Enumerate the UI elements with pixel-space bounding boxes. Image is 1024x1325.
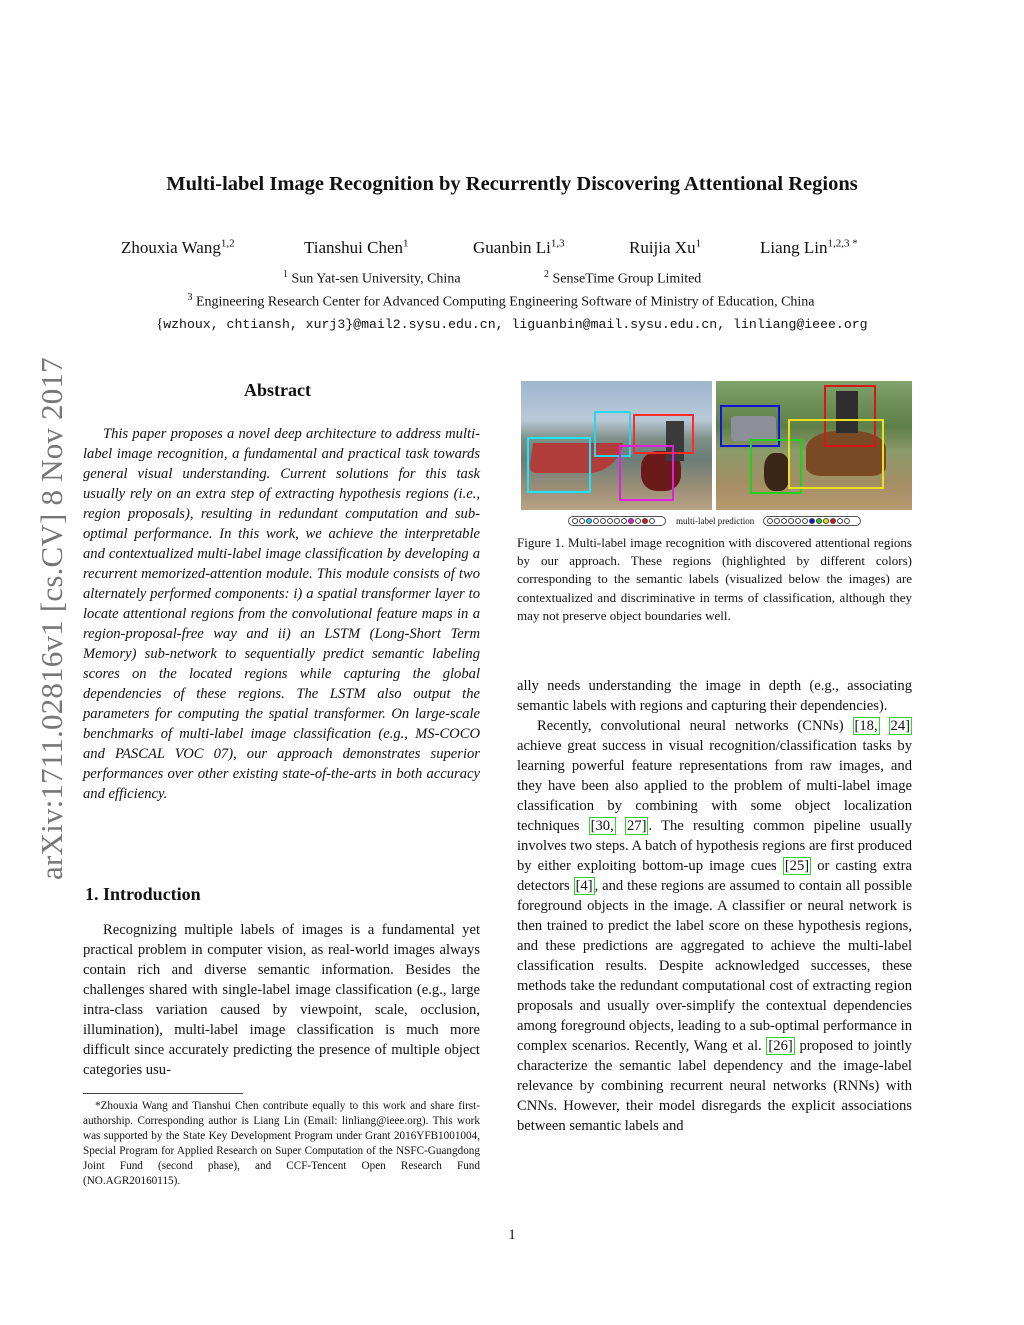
author-list bbox=[0, 238, 1024, 266]
footnote-rule bbox=[83, 1093, 243, 1094]
citation-18[interactable]: [18, bbox=[854, 718, 878, 734]
author-4: Ruijia Xu$^1$ bbox=[629, 237, 702, 257]
affiliation-3: $^3$ Engineering Research Center for Advanced Computing Engineering Software of Ministry of Education, China bbox=[187, 292, 815, 310]
author-5: Liang Lin$^{1,2,3 *}$ bbox=[760, 237, 858, 257]
label-dot-active bbox=[809, 518, 815, 524]
label-dot bbox=[572, 518, 578, 524]
label-vector-left bbox=[568, 516, 666, 526]
figure-1-caption: Figure 1. Multi-label image recognition with discovered attentional regions by our approach. These regions (highlighted by different colors) corresponding to the semantic labels (visualized below the images) are contextualized and discriminative in terms of classification, although they may not preserve object boundaries well. bbox=[517, 535, 912, 623]
author-3: Guanbin Li$^{1,3}$ bbox=[473, 237, 565, 257]
right-paragraph-2: Recently, convolutional neural networks (CNNs) [18, 24] achieve great success in visual recognition/classification tasks by learning powerful feature representations from raw images, and they have been also applied to the problem of multi-label image classification by combining with some object localization techniques [30, 27] . The resulting common pipeline usually involves two steps. A batch of hypothesis regions are first produced by either exploiting bottom-up image cues [25] or casting extra detectors [4] , and these regions are assumed to contain all possible foreground objects in the image. A classifier or neural network is then trained to predict the label score on these hypothesis regions, and these predictions are aggregated to achieve the multi-label classification results. Despite acknowledged successes, these methods take the redundant computational cost of extracting region proposals and usually over-simplify the contextual dependencies among foreground objects, leading to a sub-optimal performance in complex scenarios. Recently, Wang et al. [26] proposed to jointly characterize the semantic label dependency and the image-label relevance by combining recurrent neural networks (RNNs) with CNNs. However, their model disregards the explicit associations between semantic labels and bbox=[517, 718, 913, 1134]
label-dot bbox=[837, 518, 843, 524]
label-dot bbox=[788, 518, 794, 524]
photo-motorboat bbox=[521, 381, 712, 510]
author-1: Zhouxia Wang$^{1,2}$ bbox=[121, 237, 235, 257]
region-box-motorcycle bbox=[619, 445, 674, 501]
affiliation-1: $^1$ Sun Yat-sen University, China bbox=[283, 269, 461, 287]
introduction-heading: 1. Introduction bbox=[85, 884, 201, 904]
label-dot bbox=[774, 518, 780, 524]
citation-24[interactable]: 24] bbox=[890, 718, 910, 734]
abstract-text: This paper proposes a novel deep architecture to address multi-label image recognition, a fundamental and practical task towards general visual understanding. Current solutions for this task usually rely on an extra step of extracting hypothesis regions (i.e., region proposals), resulting in redundant computation and sub-optimal performance. In this work, we achieve the interpretable and contextualized multi-label image classification by developing a recurrent memorized-attention module. This module consists of two alternately performed components: i) a spatial transformer layer to locate attentional regions from the convolutional feature maps in a region-proposal-free way and ii) an LSTM (Long-Short Term Memory) sub-network to sequentially predict semantic labeling scores on the located regions while capturing the global dependencies of these regions. The LSTM also output the parameters for computing the spatial transformer. On large-scale benchmarks of multi-label image classification (e.g., MS-COCO and PASCAL VOC 07), our approach demonstrates superior performances over other existing state-of-the-arts in both accuracy and efficiency. bbox=[83, 426, 480, 802]
label-dot bbox=[802, 518, 808, 524]
label-dot bbox=[621, 518, 627, 524]
paper-title: Multi-label Image Recognition by Recurrently Discovering Attentional Regions bbox=[166, 173, 858, 195]
label-dot bbox=[635, 518, 641, 524]
label-dot-active bbox=[628, 518, 634, 524]
label-dot bbox=[781, 518, 787, 524]
right-column-body bbox=[517, 676, 912, 1136]
label-dot bbox=[844, 518, 850, 524]
author-2: Tianshui Chen$^1$ bbox=[304, 237, 409, 257]
label-dot bbox=[767, 518, 773, 524]
abstract-body bbox=[83, 424, 480, 804]
region-box-boat bbox=[527, 437, 591, 493]
label-dot bbox=[607, 518, 613, 524]
introduction-body bbox=[83, 920, 480, 1080]
figure-1-images bbox=[521, 381, 912, 511]
label-dot bbox=[649, 518, 655, 524]
page-number: 1 bbox=[508, 1227, 516, 1243]
citation-4[interactable]: [4] bbox=[575, 878, 593, 894]
label-dot bbox=[614, 518, 620, 524]
introduction-paragraph: Recognizing multiple labels of images is a fundamental yet practical problem in computer vision, as real-world images always contain rich and diverse semantic information. Besides the challenges shared with single-label image classification (e.g., large intra-class variation caused by viewpoint, scale, occlusion, illumination), multi-label image classification is much more difficult since accurately predicting the presence of multiple object categories usu- bbox=[83, 922, 480, 1078]
author-emails: {wzhoux, chtiansh, xurj3}@mail2.sysu.edu.cn, liguanbin@mail.sysu.edu.cn, linliang@ieee.org bbox=[156, 316, 868, 332]
label-dot bbox=[795, 518, 801, 524]
region-box-horse bbox=[788, 419, 884, 489]
label-dot bbox=[593, 518, 599, 524]
label-dot-active bbox=[830, 518, 836, 524]
citation-25[interactable]: [25] bbox=[784, 858, 810, 874]
label-dot-active bbox=[816, 518, 822, 524]
label-dot bbox=[600, 518, 606, 524]
photo-horse bbox=[716, 381, 912, 510]
citation-27[interactable]: 27] bbox=[626, 818, 647, 834]
label-dot-active bbox=[586, 518, 592, 524]
affiliation-2: $^2$ SenseTime Group Limited bbox=[544, 269, 702, 287]
arxiv-identifier: arXiv:1711.02816v1 [cs.CV] 8 Nov 2017 bbox=[34, 357, 69, 880]
citation-26[interactable]: [26] bbox=[768, 1038, 793, 1054]
label-dot-active bbox=[642, 518, 648, 524]
label-dot bbox=[579, 518, 585, 524]
label-vector-right bbox=[763, 516, 861, 526]
footnote: *Zhouxia Wang and Tianshui Chen contribute equally to this work and share first-authorship. Corresponding author is Liang Lin (Email: linliang@ieee.org). This work was supported by the State Key Development Program under Grant 2016YFB1001004, Special Program for Applied Research on Super Computation of the NSFC-Guangdong Joint Fund (second phase), and CCF-Tencent Open Research Fund (NO.AGR20160115). bbox=[83, 1100, 480, 1187]
label-prediction-caption: multi-label prediction bbox=[676, 516, 755, 526]
right-paragraph-1: ally needs understanding the image in depth (e.g., associating semantic labels with regions and capturing their dependencies). bbox=[517, 678, 912, 714]
citation-30[interactable]: [30, bbox=[590, 818, 614, 834]
abstract-heading: Abstract bbox=[244, 380, 311, 400]
label-dot-active bbox=[823, 518, 829, 524]
